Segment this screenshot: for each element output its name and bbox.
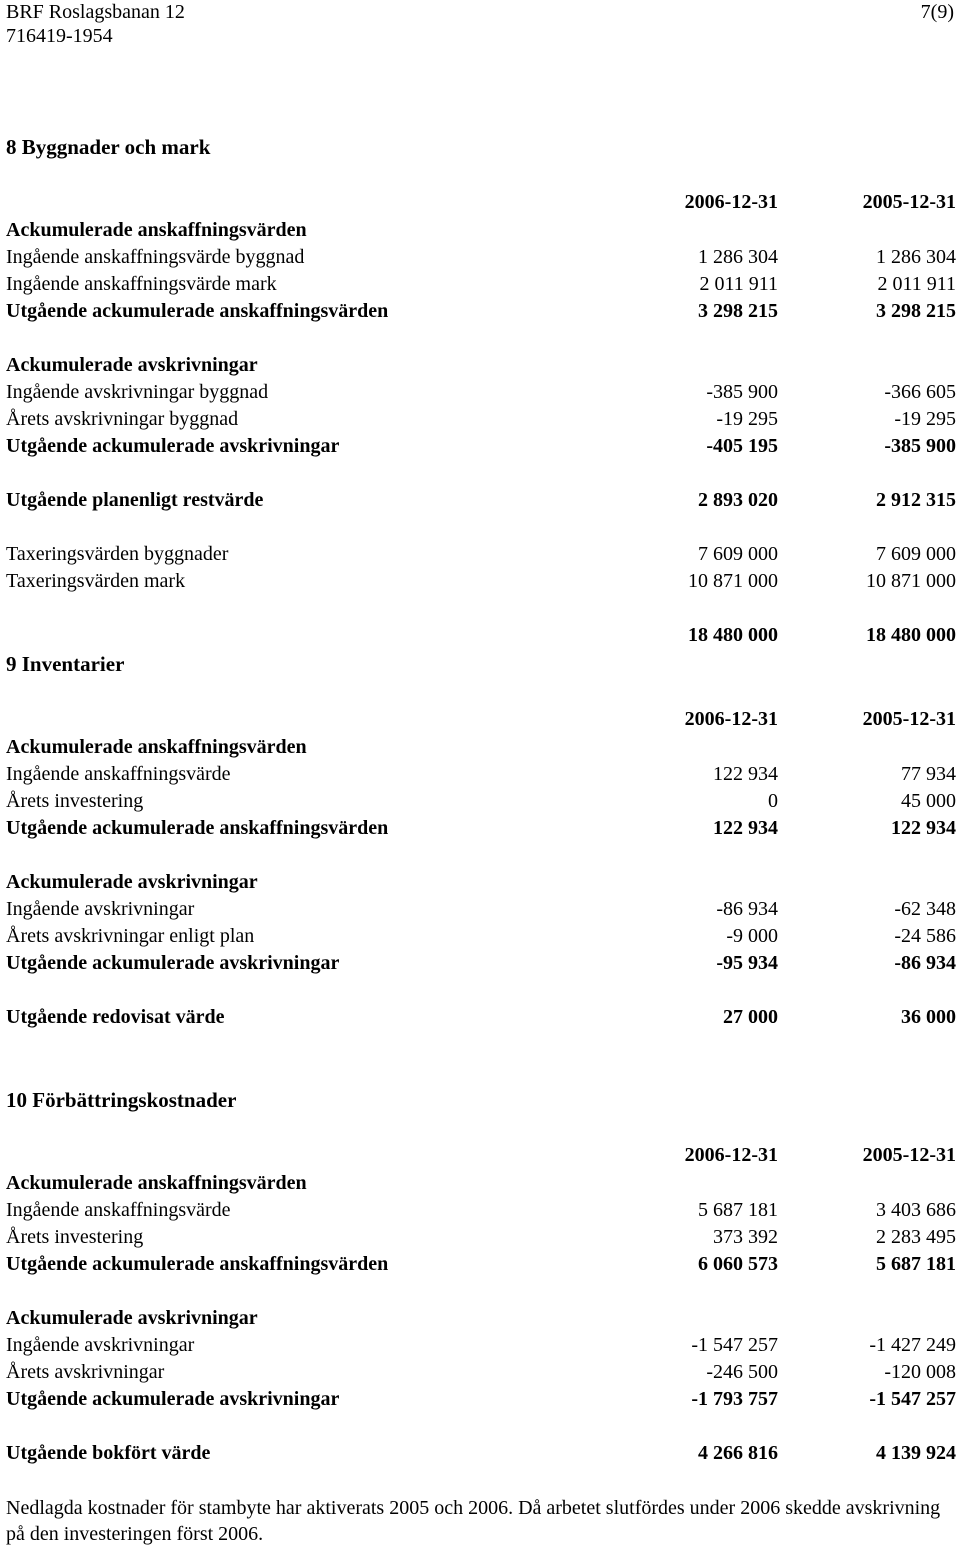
table-row: Årets investering 373 392 2 283 495	[6, 1226, 956, 1248]
section-9-column-header	[6, 706, 956, 733]
table-row: Årets avskrivningar byggnad -19 295 -19 295	[6, 408, 956, 430]
org-number: 716419-1954	[6, 25, 113, 47]
table-row: Utgående ackumulerade anskaffningsvärden 3 298 215 3 298 215	[6, 300, 956, 322]
column-2005: 2005-12-31	[862, 1144, 956, 1166]
org-name: BRF Roslagsbanan 12	[6, 1, 185, 23]
table-row: Utgående bokfört värde 4 266 816 4 139 924	[6, 1442, 956, 1464]
table-row: Ingående anskaffningsvärde mark 2 011 911 2 011 911	[6, 273, 956, 295]
table-row: Ackumulerade anskaffningsvärden	[6, 736, 307, 758]
table-row: Taxeringsvärden byggnader 7 609 000 7 609 000	[6, 543, 956, 565]
table-row: Utgående ackumulerade avskrivningar -1 793 757 -1 547 257	[6, 1388, 956, 1410]
column-2005: 2005-12-31	[862, 708, 956, 730]
table-row: Ingående avskrivningar byggnad -385 900 -366 605	[6, 381, 956, 403]
column-2006: 2006-12-31	[684, 1144, 778, 1166]
table-row: Ackumulerade avskrivningar	[6, 354, 258, 376]
table-row: Ackumulerade anskaffningsvärden	[6, 1172, 307, 1194]
table-row: Utgående ackumulerade anskaffningsvärden 122 934 122 934	[6, 817, 956, 839]
table-row: Årets avskrivningar enligt plan -9 000 -24 586	[6, 925, 956, 947]
table-row: Ingående anskaffningsvärde byggnad 1 286 304 1 286 304	[6, 246, 956, 268]
section-10-column-header	[6, 1142, 956, 1169]
section-10-note: Nedlagda kostnader för stambyte har aktiverats 2005 och 2006. Då arbetet slutfördes under 2006 skedde avskrivning på den investeringen först 2006.	[6, 1497, 941, 1545]
table-row: Utgående redovisat värde 27 000 36 000	[6, 1006, 956, 1028]
table-row: Utgående ackumulerade anskaffningsvärden 6 060 573 5 687 181	[6, 1253, 956, 1275]
table-row: Ingående avskrivningar -1 547 257 -1 427 249	[6, 1334, 956, 1356]
table-row: Ingående avskrivningar -86 934 -62 348	[6, 898, 956, 920]
table-row: Ackumulerade avskrivningar	[6, 871, 258, 893]
section-8-title: 8 Byggnader och mark	[6, 135, 211, 159]
table-row: Årets investering 0 45 000	[6, 790, 956, 812]
table-row: Taxeringsvärden mark 10 871 000 10 871 000	[6, 570, 956, 592]
table-row: Ingående anskaffningsvärde 5 687 181 3 403 686	[6, 1199, 956, 1221]
table-row: Utgående planenligt restvärde 2 893 020 2 912 315	[6, 489, 956, 511]
table-row: Ackumulerade avskrivningar	[6, 1307, 258, 1329]
column-2006: 2006-12-31	[684, 708, 778, 730]
column-2006: 2006-12-31	[684, 191, 778, 213]
section-8-column-header	[6, 189, 956, 216]
table-row-total: 18 480 000 18 480 000	[688, 624, 956, 646]
table-row: Ackumulerade anskaffningsvärden	[6, 219, 307, 241]
table-row: Ingående anskaffningsvärde 122 934 77 934	[6, 763, 956, 785]
page-number: 7(9)	[920, 1, 954, 23]
table-row: Utgående ackumulerade avskrivningar -405 195 -385 900	[6, 435, 956, 457]
section-10-title: 10 Förbättringskostnader	[6, 1088, 237, 1112]
table-row: Årets avskrivningar -246 500 -120 008	[6, 1361, 956, 1383]
section-9-title: 9 Inventarier	[6, 652, 125, 676]
table-row: Utgående ackumulerade avskrivningar -95 934 -86 934	[6, 952, 956, 974]
column-2005: 2005-12-31	[862, 191, 956, 213]
